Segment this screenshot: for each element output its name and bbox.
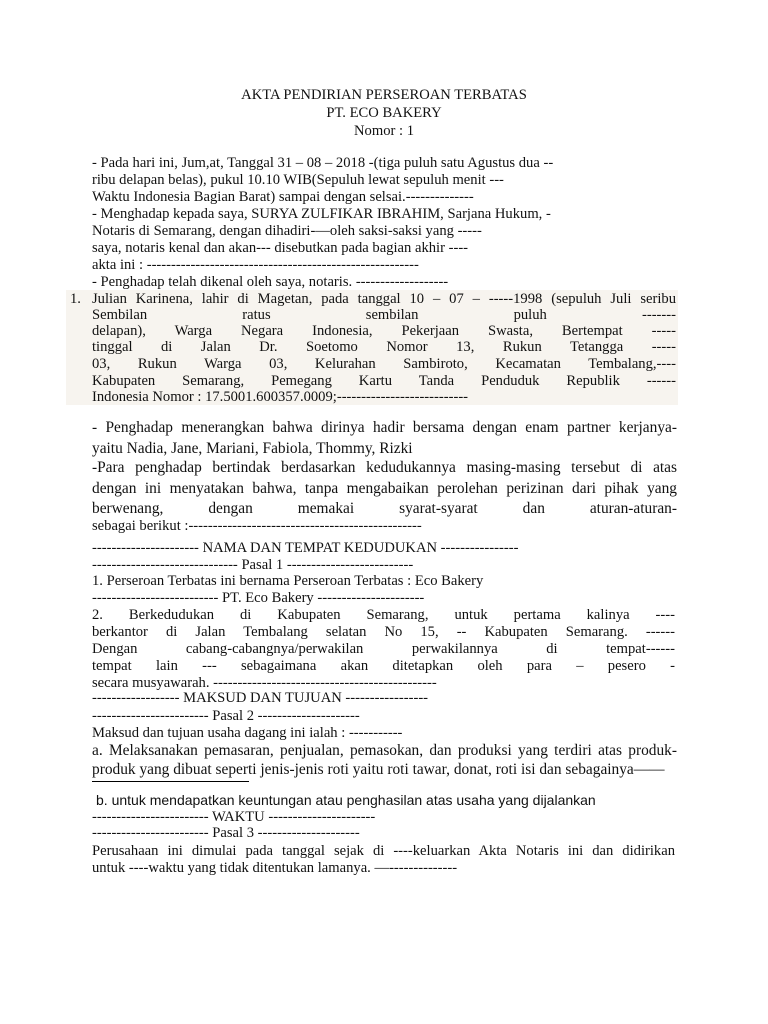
statement-line: berwenang, dengan memakai syarat-syarat dan aturan-aturan- (92, 500, 677, 517)
pasal-2-item-a-line: a. Melaksanakan pemasaran, penjualan, pemasokan, dan produksi yang terdiri atas produk- (92, 742, 677, 759)
pasal-1-item-2-line: Dengan cabang-cabangnya/perwakilan perwakilannya di tempat------ (92, 641, 675, 657)
deed-title: AKTA PENDIRIAN PERSEROAN TERBATAS (241, 87, 527, 103)
pasal-1-item-2-line: tempat lain --- sebagaimana akan ditetapkan oleh para – pesero - (92, 658, 675, 674)
pasal-3-text-line: untuk ----waktu yang tidak ditentukan lamanya. —-------------- (92, 860, 458, 876)
opening-line: - Penghadap telah dikenal oleh saya, notaris. ------------------- (92, 274, 449, 290)
statement-line: sebagai berikut :------------------------------------------------ (92, 518, 422, 534)
party-line: Sembilan ratus sembilan puluh ------- (92, 307, 676, 323)
pasal-1-item-2-line: berkantor di Jalan Tembalang selatan No 15, -- Kabupaten Semarang. ------ (92, 624, 675, 640)
pasal-2-heading: ------------------------ Pasal 2 --------------------- (92, 708, 360, 724)
pasal-2-item-a-line: produk yang dibuat seperti jenis-jenis roti yaitu roti tawar, donat, roti isi dan sebagainya—— (92, 761, 665, 778)
pasal-1-item-1: 1. Perseroan Terbatas ini bernama Perseroan Terbatas : Eco Bakery (92, 573, 484, 589)
party-line: 03, Rukun Warga 03, Kelurahan Sambiroto, Kecamatan Tembalang,---- (92, 356, 676, 372)
party-line: delapan), Warga Negara Indonesia, Pekerjaan Swasta, Bertempat ----- (92, 323, 676, 339)
section-heading-name-domicile: ---------------------- NAMA DAN TEMPAT KEDUDUKAN ---------------- (92, 540, 519, 556)
party-line: Indonesia Nomor : 17.5001.600357.0009;--------------------------- (92, 389, 469, 405)
section-heading-time: ------------------------ WAKTU ---------------------- (92, 809, 376, 825)
opening-line: akta ini : -------------------------------------------------------- (92, 257, 419, 273)
party-number: 1. (70, 291, 81, 307)
opening-line: ribu delapan belas), pukul 10.10 WIB(Sepuluh lewat sepuluh menit --- (92, 172, 504, 188)
opening-line: saya, notaris kenal dan akan--- disebutkan pada bagian akhir ---- (92, 240, 469, 256)
opening-line: - Menghadap kepada saya, SURYA ZULFIKAR IBRAHIM, Sarjana Hukum, - (92, 206, 551, 222)
footnote-separator (92, 781, 249, 782)
opening-line: Notaris di Semarang, dengan dihadiri-—oleh saksi-saksi yang ----- (92, 223, 482, 239)
opening-line: - Pada hari ini, Jum,at, Tanggal 31 – 08 – 2018 -(tiga puluh satu Agustus dua -- (92, 155, 554, 171)
pasal-1-item-2-line: secara musyawarah. ---------------------------------------------- (92, 675, 437, 691)
statement-line: dengan ini menyatakan bahwa, tanpa mengabaikan perolehan perizinan dari pihak yang (92, 480, 677, 497)
pasal-3-heading: ------------------------ Pasal 3 --------------------- (92, 825, 360, 841)
company-name: PT. ECO BAKERY (326, 105, 442, 121)
party-line: tinggal di Jalan Dr. Soetomo Nomor 13, Rukun Tetangga ----- (92, 339, 676, 355)
section-heading-purpose: ------------------ MAKSUD DAN TUJUAN ----------------- (92, 690, 429, 706)
party-line: Kabupaten Semarang, Pemegang Kartu Tanda Penduduk Republik ------ (92, 373, 676, 389)
pasal-2-item-b: b. untuk mendapatkan keuntungan atau penghasilan atas usaha yang dijalankan (96, 792, 596, 808)
opening-line: Waktu Indonesia Bagian Barat) sampai dengan selsai.-------------- (92, 189, 474, 205)
statement-line: - Penghadap menerangkan bahwa dirinya hadir bersama dengan enam partner kerjanya- (92, 419, 677, 436)
company-name-line: -------------------------- PT. Eco Bakery ---------------------- (92, 590, 425, 606)
pasal-3-text-line: Perusahaan ini dimulai pada tanggal sejak di ----keluarkan Akta Notaris ini dan didirikan (92, 843, 675, 859)
pasal-2-intro: Maksud dan tujuan usaha dagang ini ialah : ----------- (92, 725, 403, 741)
statement-line: yaitu Nadia, Jane, Mariani, Fabiola, Thommy, Rizki (92, 440, 413, 457)
pasal-1-item-2-line: 2. Berkedudukan di Kabupaten Semarang, untuk pertama kalinya ---- (92, 607, 675, 623)
party-line: Julian Karinena, lahir di Magetan, pada tanggal 10 – 07 – -----1998 (sepuluh Juli seribu (92, 291, 676, 307)
statement-line: -Para penghadap bertindak berdasarkan kedudukannya masing-masing tersebut di atas (92, 459, 677, 476)
pasal-1-heading: ------------------------------ Pasal 1 -------------------------- (92, 557, 414, 573)
deed-number: Nomor : 1 (354, 123, 414, 139)
